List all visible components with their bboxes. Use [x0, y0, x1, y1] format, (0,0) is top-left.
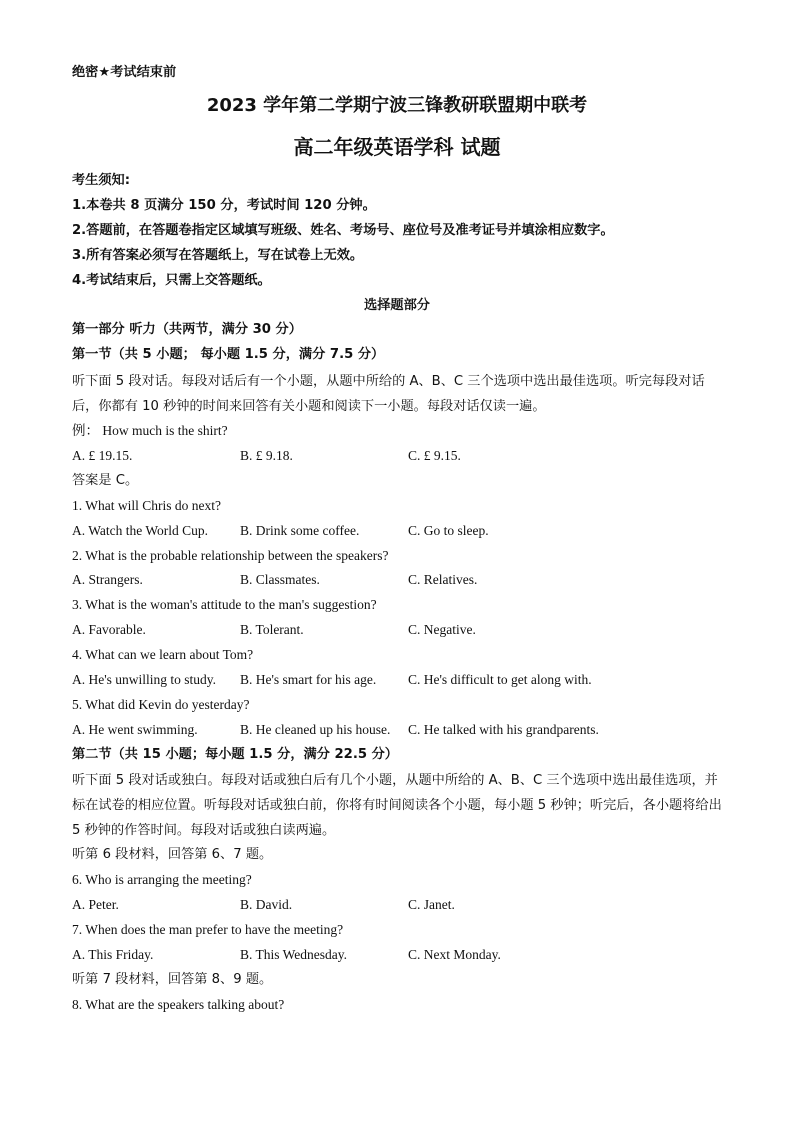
option-c: C. Janet. [408, 897, 455, 912]
example-answer: 答案是 C。 [72, 473, 139, 488]
confidential-mark: 绝密★考试结束前 [72, 65, 177, 80]
example-option-b: B. £ 9.18. [240, 448, 293, 463]
option-a: A. Strangers. [72, 572, 143, 587]
option-b: B. Drink some coffee. [240, 523, 360, 538]
option-a: A. He's unwilling to study. [72, 672, 217, 687]
material-7-note: 听第 7 段材料，回答第 8、9 题。 [72, 972, 273, 987]
question-7: 7. When does the man prefer to have the meeting? [72, 922, 344, 937]
option-b: B. He cleaned up his house. [240, 722, 391, 737]
example-option-c: C. £ 9.15. [408, 448, 461, 463]
notice-item: 3.所有答案必须写在答题纸上，写在试卷上无效。 [72, 248, 364, 263]
question-1: 1. What will Chris do next? [72, 498, 221, 513]
option-a: A. Watch the World Cup. [72, 523, 209, 538]
section1-title: 第一节（共 5 小题； 每小题 1.5 分，满分 7.5 分） [72, 347, 385, 362]
notice-item: 4.考试结束后，只需上交答题纸。 [72, 273, 271, 288]
question-5: 5. What did Kevin do yesterday? [72, 697, 250, 712]
example-question: 例： How much is the shirt? [72, 423, 228, 438]
section2-instructions: 听下面 5 段对话或独白。每段对话或独白后有几个小题，从题中所给的 A、B、C 三个选项中选出最佳选项，并标在试卷的相应位置。听每段对话或独白前，你将有时间阅读各个小题，每小题 5 秒钟；听完后，各小题将给出 5 秒钟的作答时间。每段对话或独白读两遍。 [72, 773, 722, 838]
option-a: A. Peter. [72, 897, 119, 912]
exam-title: 2023 学年第二学期宁波三锋教研联盟期中联考 [206, 95, 588, 116]
question-6: 6. Who is arranging the meeting? [72, 872, 252, 887]
option-b: B. David. [240, 897, 293, 912]
option-b: B. Tolerant. [240, 622, 304, 637]
option-c: C. Go to sleep. [408, 523, 489, 538]
section2-title: 第二节（共 15 小题；每小题 1.5 分，满分 22.5 分） [72, 747, 398, 762]
example-option-a: A. £ 19.15. [72, 448, 133, 463]
option-c: C. Negative. [408, 622, 476, 637]
question-4: 4. What can we learn about Tom? [72, 647, 254, 662]
option-b: B. Classmates. [240, 572, 320, 587]
option-c: C. He talked with his grandparents. [408, 722, 599, 737]
notice-item: 1.本卷共 8 页满分 150 分，考试时间 120 分钟。 [72, 198, 376, 213]
part1-title: 第一部分 听力（共两节，满分 30 分） [72, 322, 302, 337]
section-title: 选择题部分 [364, 298, 430, 313]
question-2: 2. What is the probable relationship between the speakers? [72, 548, 389, 563]
option-a: A. This Friday. [72, 947, 154, 962]
notice-item: 2.答题前，在答题卷指定区域填写班级、姓名、考场号、座位号及准考证号并填涂相应数字。 [72, 223, 614, 238]
option-a: A. Favorable. [72, 622, 146, 637]
option-c: C. Next Monday. [408, 947, 501, 962]
notice-heading: 考生须知: [72, 173, 131, 188]
option-b: B. He's smart for his age. [240, 672, 377, 687]
section1-instructions: 听下面 5 段对话。每段对话后有一个小题，从题中所给的 A、B、C 三个选项中选出最佳选项。听完每段对话后，你都有 10 秒钟的时间来回答有关小题和阅读下一小题。每段对话仅读一遍。 [72, 374, 705, 414]
option-c: C. Relatives. [408, 572, 478, 587]
option-a: A. He went swimming. [72, 722, 198, 737]
option-c: C. He's difficult to get along with. [408, 672, 592, 687]
question-8: 8. What are the speakers talking about? [72, 997, 285, 1012]
exam-subtitle: 高二年级英语学科 试题 [293, 135, 501, 159]
option-b: B. This Wednesday. [240, 947, 348, 962]
material-6-note: 听第 6 段材料，回答第 6、7 题。 [72, 847, 273, 862]
question-3: 3. What is the woman's attitude to the man's suggestion? [72, 597, 377, 612]
